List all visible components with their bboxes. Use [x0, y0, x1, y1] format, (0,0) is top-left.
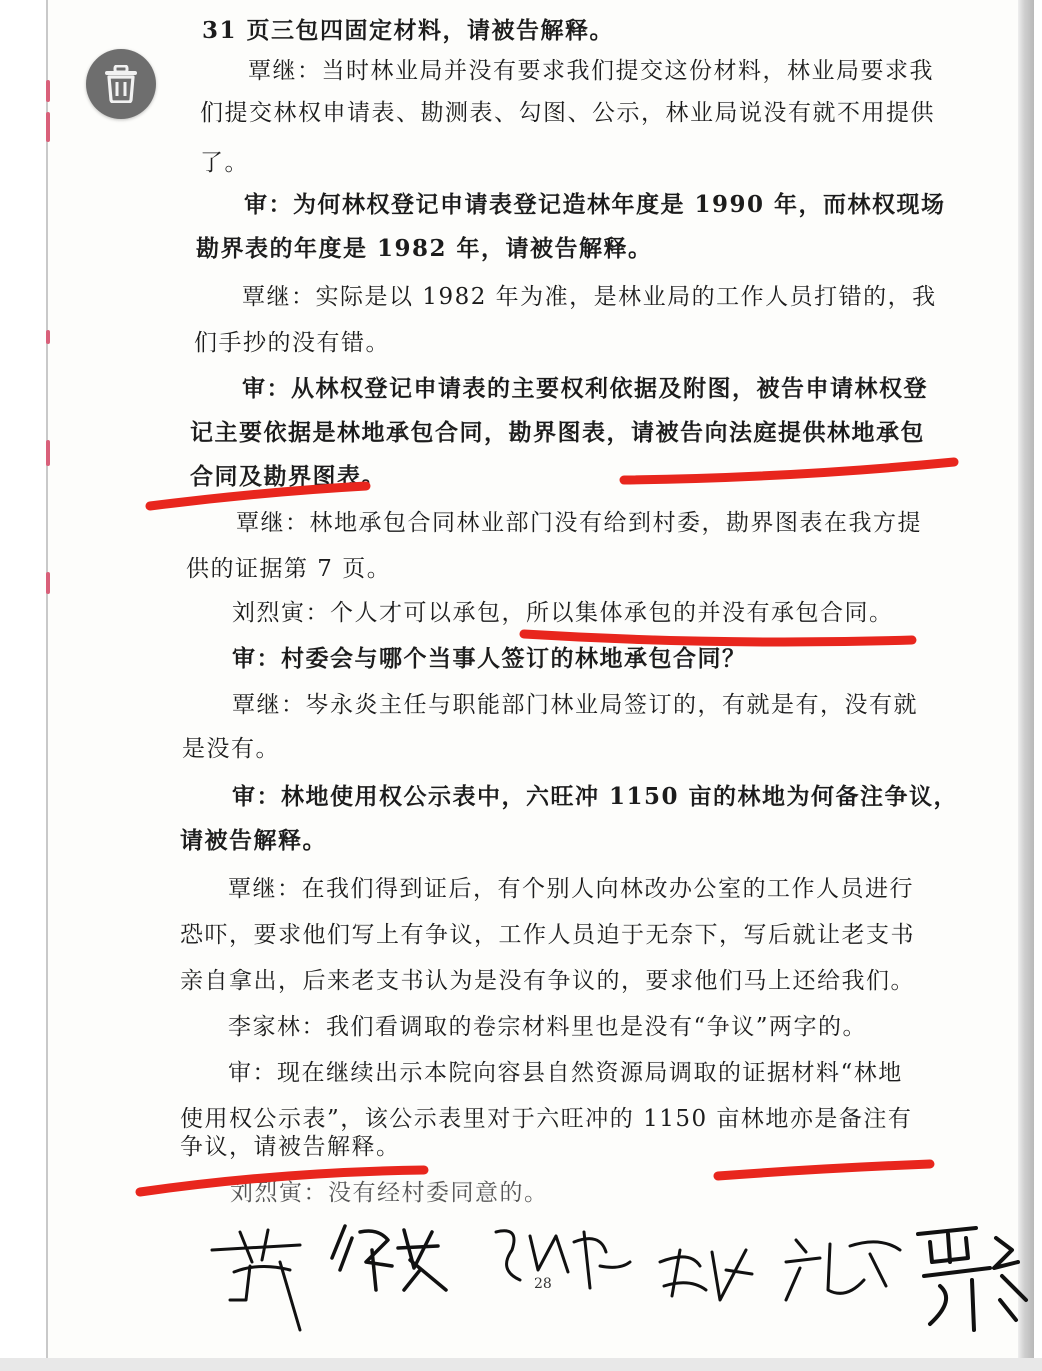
text-line: 李家林：我们看调取的卷宗材料里也是没有“争议”两字的。 — [228, 1014, 868, 1040]
signature — [660, 1250, 752, 1300]
text-line: 了。 — [200, 150, 249, 176]
text-line: 31 页三包四固定材料，请被告解释。 — [202, 17, 615, 44]
text-line: 们提交林权申请表、勘测表、勾图、公示，林业局说没有就不用提供 — [200, 100, 935, 126]
signature — [918, 1228, 1026, 1330]
text-line: 刘烈寅：个人才可以承包，所以集体承包的并没有承包合同。 — [232, 600, 894, 626]
page-number: 28 — [534, 1276, 552, 1292]
signature — [212, 1230, 300, 1330]
text-line: 覃继：实际是以 1982 年为准，是林业局的工作人员打错的，我 — [242, 284, 937, 310]
text-line: 合同及勘界图表。 — [190, 463, 386, 490]
text-line: 审：林地使用权公示表中，六旺冲 1150 亩的林地为何备注争议， — [232, 783, 959, 810]
text-line: 记主要依据是林地承包合同，勘界图表，请被告向法庭提供林地承包 — [190, 419, 925, 446]
text-line: 覃继：在我们得到证后，有个别人向林改办公室的工作人员进行 — [228, 876, 914, 902]
text-line: 请被告解释。 — [180, 827, 327, 854]
text-line: 供的证据第 7 页。 — [186, 556, 392, 582]
text-line: 使用权公示表”，该公示表里对于六旺冲的 1150 亩林地亦是备注有 — [180, 1106, 913, 1132]
text-line: 覃继：当时林业局并没有要求我们提交这份材料，林业局要求我 — [248, 58, 934, 84]
text-line: 是没有。 — [182, 736, 280, 762]
text-line: 覃继：林地承包合同林业部门没有给到村委，勘界图表在我方提 — [236, 510, 922, 536]
text-line: 们手抄的没有错。 — [194, 330, 390, 356]
text-line: 争议，请被告解释。 — [180, 1134, 401, 1160]
text-line: 审：村委会与哪个当事人签订的林地承包合同？ — [232, 645, 747, 672]
text-line: 勘界表的年度是 1982 年，请被告解释。 — [196, 235, 653, 262]
signature — [786, 1240, 900, 1300]
text-line: 亲自拿出，后来老支书认为是没有争议的，要求他们马上还给我们。 — [180, 968, 915, 994]
text-line: 审：为何林权登记申请表登记造林年度是 1990 年，而林权现场 — [244, 191, 946, 218]
text-line: 恐吓，要求他们写上有争议，工作人员迫于无奈下，写后就让老支书 — [180, 922, 915, 948]
text-line: 审：现在继续出示本院向容县自然资源局调取的证据材料“林地 — [228, 1060, 903, 1086]
text-line: 审：从林权登记申请表的主要权利依据及附图，被告申请林权登 — [242, 375, 928, 402]
signature — [332, 1226, 446, 1290]
text-line: 覃继：岑永炎主任与职能部门林业局签订的，有就是有，没有就 — [232, 692, 918, 718]
signature — [496, 1231, 630, 1288]
text-line: 刘烈寅：没有经村委同意的。 — [230, 1180, 549, 1206]
